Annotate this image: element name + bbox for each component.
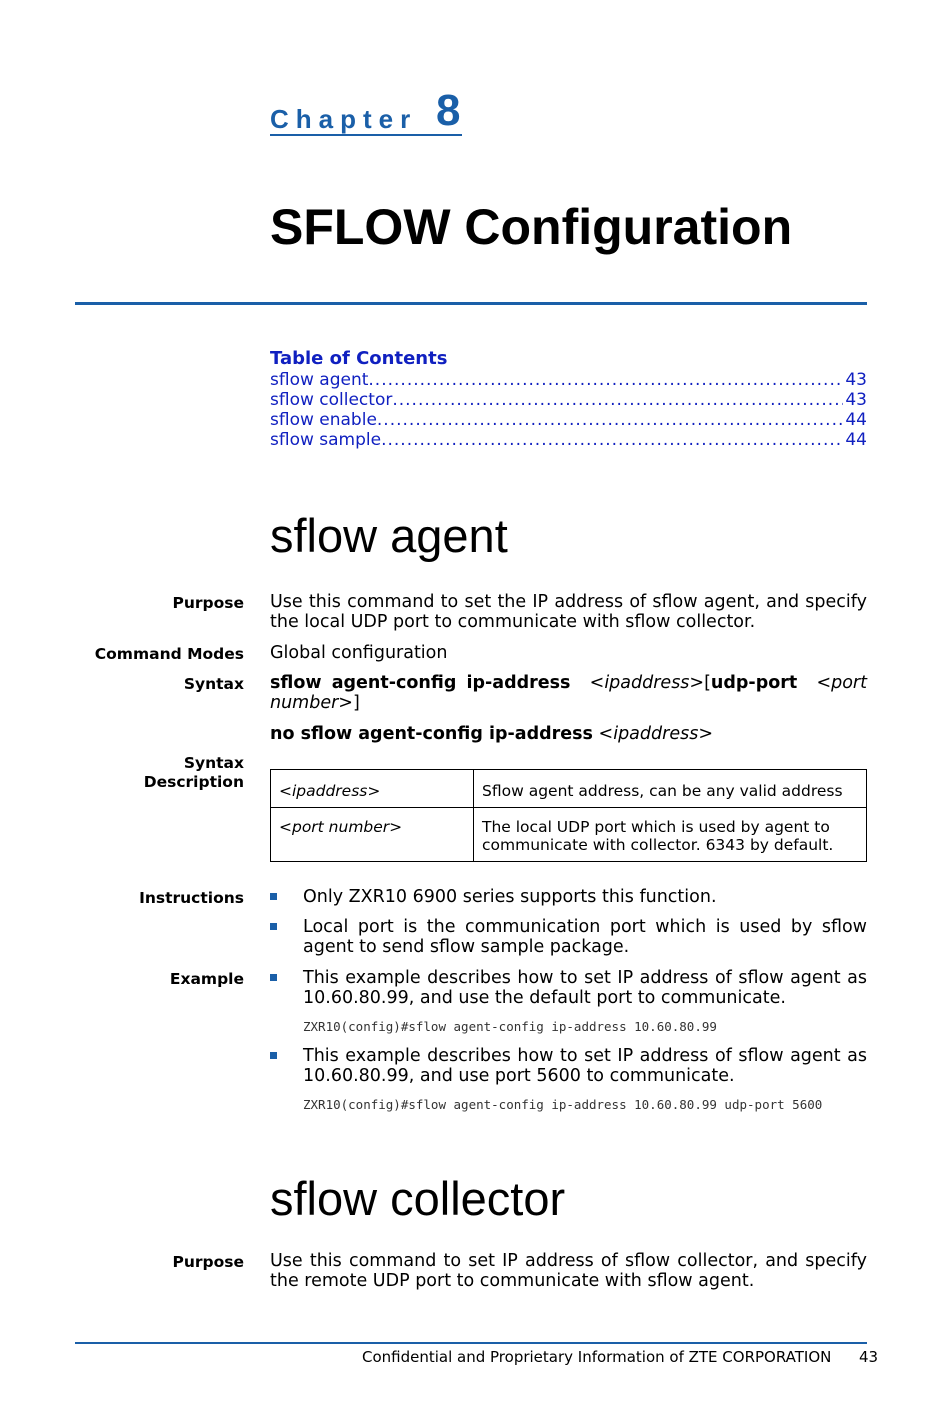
- toc-entry-page: 43: [845, 390, 867, 410]
- syntax-description-label-line-1: Syntax: [183, 754, 244, 772]
- syntax-description-label-line-2: Description: [143, 773, 244, 791]
- purpose-label: Purpose: [172, 594, 244, 612]
- footer: [362, 1348, 878, 1366]
- description-cell: Sflow agent address, can be any valid address: [474, 770, 867, 808]
- footer-confidential-text: Confidential and Proprietary Information of ZTE CORPORATION: [362, 1348, 832, 1366]
- table-row: [271, 808, 867, 862]
- example-label: Example: [169, 970, 244, 988]
- syntax-bracket-close: ]: [352, 693, 360, 713]
- syntax-command: sflow agent-config ip-address: [270, 673, 571, 693]
- toc-entry-sflow-agent[interactable]: [270, 370, 867, 390]
- example-code-1: ZXR10(config)#sflow agent-config ip-address 10.60.80.99: [303, 1019, 717, 1034]
- instructions-label: Instructions: [139, 889, 244, 907]
- section-title-sflow-collector: sflow collector: [270, 1172, 566, 1225]
- toc-entry-sflow-sample[interactable]: [270, 430, 867, 450]
- syntax-description-label: [75, 754, 244, 792]
- toc-leader-dots: [377, 410, 843, 430]
- toc-entry-page: 44: [845, 410, 867, 430]
- toc-leader-dots: [381, 430, 843, 450]
- collector-purpose-label: Purpose: [172, 1253, 244, 1271]
- chapter-word: Chapter: [270, 104, 418, 134]
- purpose-text: Use this command to set the IP address of sflow agent, and specify the local UDP port to communicate with sflow collector.: [270, 592, 867, 632]
- bullet-square-icon: [270, 893, 277, 900]
- toc-entry-title: sflow enable: [270, 410, 377, 430]
- table-row: [271, 770, 867, 808]
- chapter-header: [270, 86, 462, 136]
- syntax-command-no: no sflow agent-config ip-address: [270, 724, 593, 744]
- chapter-number: 8: [436, 86, 461, 135]
- toc-entry-title: sflow agent: [270, 370, 369, 390]
- bullet-text: Only ZXR10 6900 series supports this function.: [303, 887, 717, 907]
- param-cell: <port number>: [271, 808, 474, 862]
- bullet-square-icon: [270, 923, 277, 930]
- syntax-line-2: [270, 724, 867, 744]
- collector-purpose-text: Use this command to set IP address of sflow collector, and specify the remote UDP port to communicate with sflow agent.: [270, 1251, 867, 1291]
- syntax-label: Syntax: [183, 675, 244, 693]
- param-cell: <ipaddress>: [271, 770, 474, 808]
- chapter-title: SFLOW Configuration: [270, 199, 793, 255]
- bullet-text: Local port is the communication port which is used by sflow agent to send sflow sample package.: [303, 917, 867, 957]
- title-divider: [75, 302, 867, 305]
- toc-entry-sflow-enable[interactable]: [270, 410, 867, 430]
- toc-leader-dots: [368, 370, 843, 390]
- bullet-square-icon: [270, 1052, 277, 1059]
- toc-entry-title: sflow sample: [270, 430, 382, 450]
- toc-entry-page: 44: [845, 430, 867, 450]
- description-cell: The local UDP port which is used by agent to communicate with collector. 6343 by default.: [474, 808, 867, 862]
- bullet-text: This example describes how to set IP address of sflow agent as 10.60.80.99, and use port 5600 to communicate.: [303, 1046, 867, 1086]
- table-of-contents: [270, 349, 867, 450]
- toc-entry-sflow-collector[interactable]: [270, 390, 867, 410]
- syntax-arg-port-number: <port number>: [270, 673, 867, 713]
- footer-page-number: 43: [858, 1348, 879, 1366]
- syntax-arg-ipaddress: <ipaddress>: [598, 724, 713, 744]
- footer-divider: [75, 1342, 867, 1344]
- command-modes-label: Command Modes: [94, 645, 244, 663]
- syntax-keyword-udp-port: udp-port: [710, 673, 798, 693]
- bullet-text: This example describes how to set IP address of sflow agent as 10.60.80.99, and use the default port to communicate.: [303, 968, 867, 1008]
- syntax-line-1: [270, 673, 867, 713]
- toc-entry-page: 43: [845, 370, 867, 390]
- toc-entry-title: sflow collector: [270, 390, 393, 410]
- section-title-sflow-agent: sflow agent: [270, 509, 508, 562]
- bullet-square-icon: [270, 974, 277, 981]
- toc-heading: Table of Contents: [270, 348, 448, 369]
- command-modes-text: Global configuration: [270, 643, 448, 663]
- syntax-arg-ipaddress: <ipaddress>: [589, 673, 705, 693]
- syntax-description-table: [270, 769, 867, 862]
- syntax-bracket-open: [: [704, 673, 711, 693]
- example-code-2: ZXR10(config)#sflow agent-config ip-address 10.60.80.99 udp-port 5600: [303, 1097, 823, 1112]
- toc-leader-dots: [392, 390, 843, 410]
